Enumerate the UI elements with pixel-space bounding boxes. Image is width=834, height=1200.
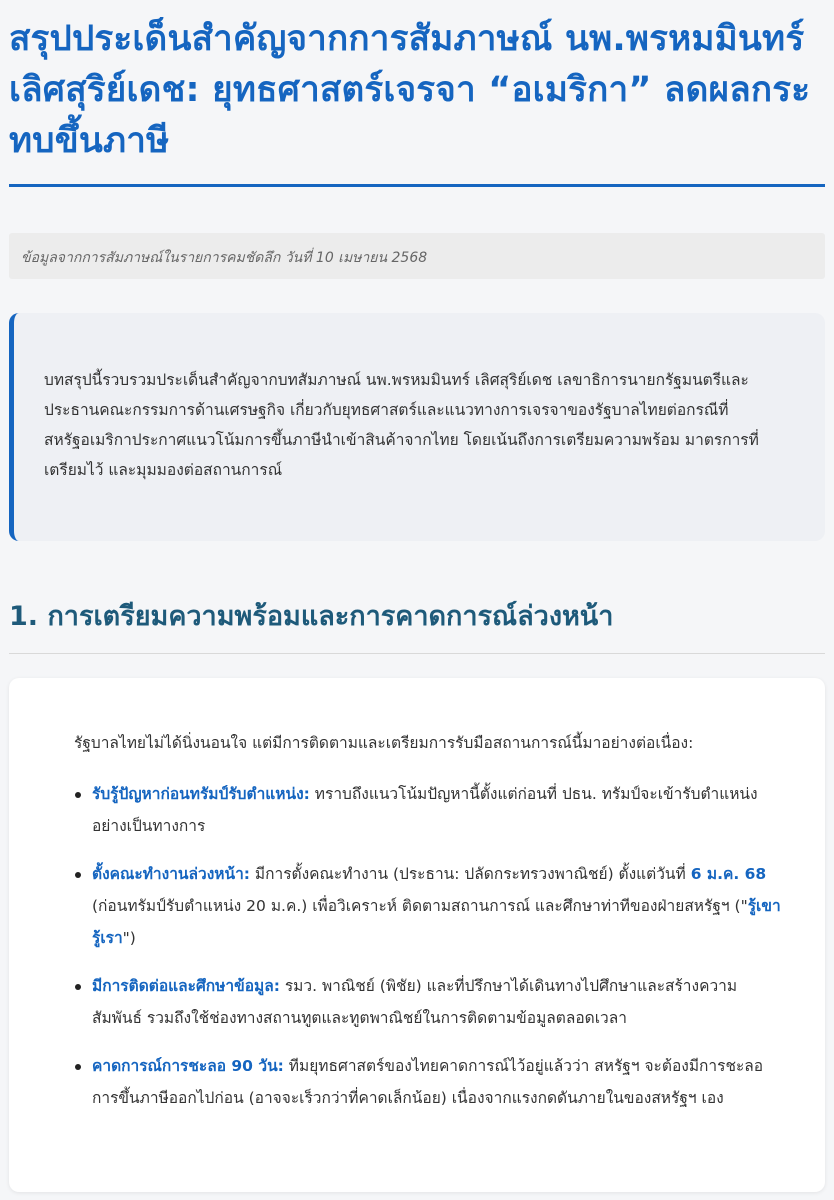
list-item-label: มีการติดต่อและศึกษาข้อมูล: xyxy=(92,977,280,995)
bullet-icon xyxy=(75,872,81,878)
title-divider xyxy=(9,184,825,187)
section-intro: รัฐบาลไทยไม่ได้นิ่งนอนใจ แต่มีการติดตามและเตรียมการรับมือสถานการณ์นี้มาอย่างต่อเนื่อง: xyxy=(74,734,694,752)
list-item-text: รมว. พาณิชย์ (พิชัย) และที่ปรึกษาได้เดินทางไปศึกษาและสร้างความสัมพันธ์ รวมถึงใช้ช่องทางสถานทูตและทูตพาณิชย์ในการติดตามข้อมูลตลอดเวลา xyxy=(92,977,738,1027)
list-item xyxy=(92,1050,785,1114)
list-item-text: มีการตั้งคณะทำงาน (ประธาน: ปลัดกระทรวงพาณิชย์) ตั้งแต่วันที่ xyxy=(249,865,691,883)
summary-text: บทสรุปนี้รวบรวมประเด็นสำคัญจากบทสัมภาษณ์ นพ.พรหมมินทร์ เลิศสุริย์เดช เลขาธิการนายกรัฐมนตรีและประธานคณะกรรมการด้านเศรษฐกิจ เกี่ยวกับยุทธศาสตร์และแนวทางการเจรจาของรัฐบาลไทยต่อกรณีที่สหรัฐอเมริกาประกาศแนวโน้มการขึ้นภาษีนำเข้าสินค้าจากไทย โดยเน้นถึงการเตรียมความพร้อม มาตรการที่เตรียมไว้ และมุมมองต่อสถานการณ์ xyxy=(44,371,759,479)
source-note: ข้อมูลจากการสัมภาษณ์ในรายการคมชัดลึก วันที่ 10 เมษายน 2568 xyxy=(9,233,825,279)
section-divider xyxy=(9,653,825,654)
list-item-label: ตั้งคณะทำงานล่วงหน้า: xyxy=(92,865,250,883)
list-item xyxy=(92,858,785,954)
section-heading: 1. การเตรียมความพร้อมและการคาดการณ์ล่วงหน้า xyxy=(9,601,614,632)
list-item-text: ทราบถึงแนวโน้มปัญหานี้ตั้งแต่ก่อนที่ ปธน. ทรัมป์จะเข้ารับตำแหน่งอย่างเป็นทางการ xyxy=(92,785,758,835)
list-item xyxy=(92,970,785,1034)
list-item xyxy=(92,778,785,842)
highlight-date: 6 ม.ค. 68 xyxy=(690,865,767,883)
list-item-text: ") xyxy=(122,929,136,947)
preparation-list xyxy=(74,778,785,1114)
page-title: สรุปประเด็นสำคัญจากการสัมภาษณ์ นพ.พรหมมินทร์ เลิศสุริย์เดช: ยุทธศาสตร์เจรจา “อเมริกา” ลดผลกระทบขึ้นภาษี xyxy=(9,19,811,161)
list-item-label: คาดการณ์การชะลอ 90 วัน: xyxy=(92,1057,284,1075)
bullet-icon xyxy=(75,792,81,798)
highlight-quote: รู้เขารู้เรา xyxy=(92,897,781,947)
bullet-icon xyxy=(75,1064,81,1070)
list-item-text: (ก่อนทรัมป์รับตำแหน่ง 20 ม.ค.) เพื่อวิเคราะห์ ติดตามสถานการณ์ และศึกษาท่าทีของฝ่ายสหรัฐฯ (" xyxy=(92,897,748,915)
section-card xyxy=(9,678,825,1192)
list-item-label: รับรู้ปัญหาก่อนทรัมป์รับตำแหน่ง: xyxy=(92,785,310,803)
list-item-text: ทีมยุทธศาสตร์ของไทยคาดการณ์ไว้อยู่แล้วว่า สหรัฐฯ จะต้องมีการชะลอการขึ้นภาษีออกไปก่อน (อาจจะเร็วกว่าที่คาดเล็กน้อย) เนื่องจากแรงกดดันภายในของสหรัฐฯ เอง xyxy=(92,1057,764,1107)
bullet-icon xyxy=(75,984,81,990)
summary-callout xyxy=(9,313,825,541)
